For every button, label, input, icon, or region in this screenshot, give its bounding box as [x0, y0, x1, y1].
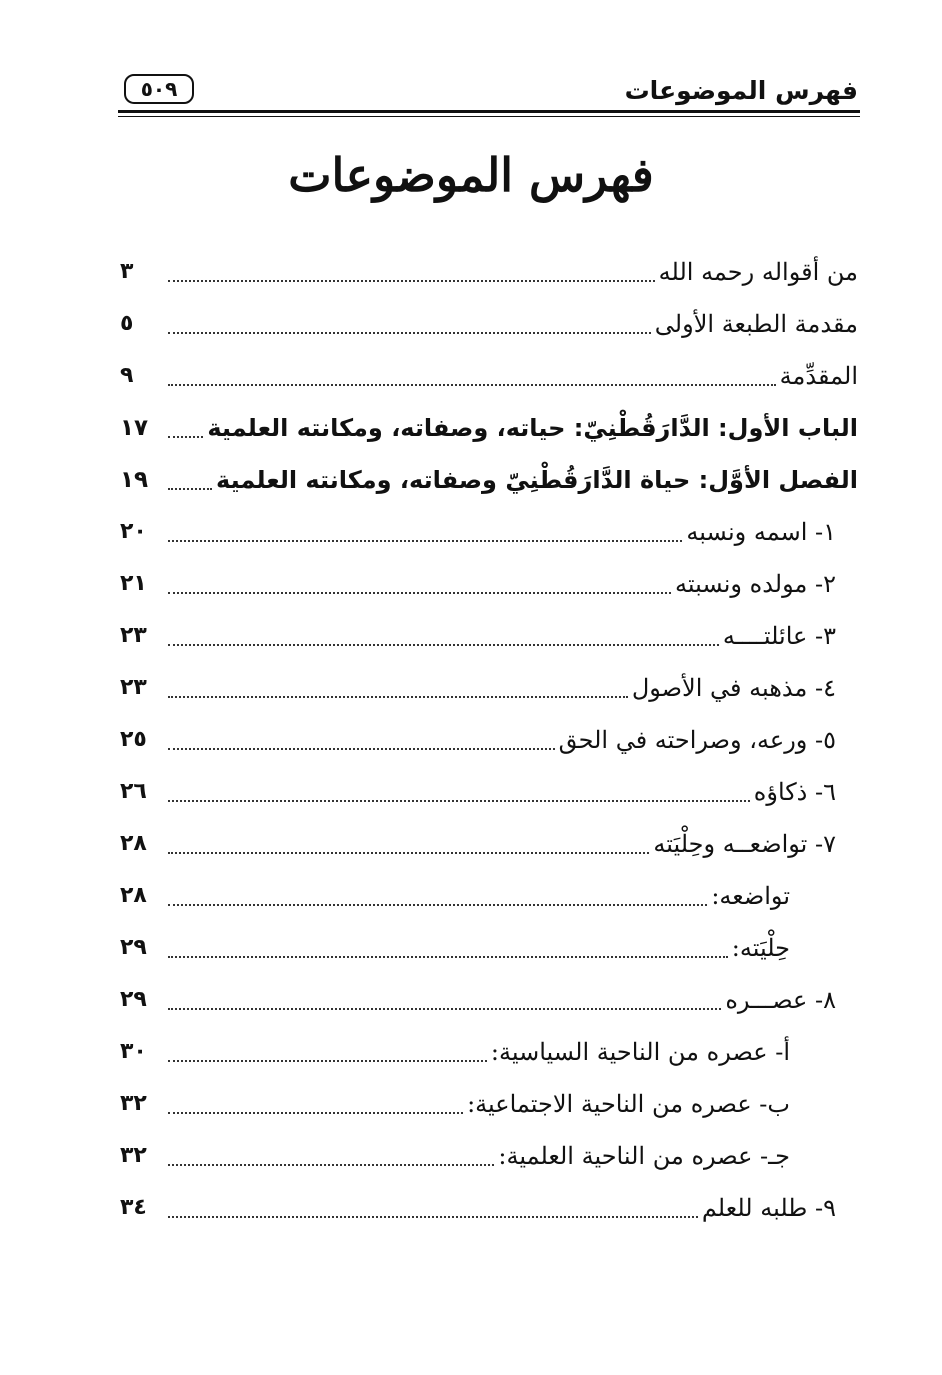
toc-entry-page: ٢٨: [120, 883, 147, 908]
toc-entry-page: ٣٢: [120, 1143, 147, 1168]
toc-entry-title: الباب الأول: الدَّارَقُطْنِيّ: حياته، وصفاته، ومكانته العلمية: [207, 414, 858, 442]
toc-entry-title: حِلْيَته:: [731, 934, 790, 962]
dot-leader: [168, 696, 628, 698]
toc-entry: [120, 968, 858, 1020]
dot-leader: [168, 1112, 463, 1114]
dot-leader: [168, 748, 555, 750]
toc-entry: [120, 708, 858, 760]
running-header-title: فهرس الموضوعات: [624, 76, 858, 105]
toc-entry: [120, 656, 858, 708]
dot-leader: [168, 1164, 494, 1166]
dot-leader: [168, 540, 682, 542]
running-header: [118, 72, 858, 112]
toc-entry-title: الفصل الأوَّل: حياة الدَّارَقُطْنِيّ وصفاته، ومكانته العلمية: [216, 466, 858, 494]
page-number: ٥٠٩: [124, 74, 194, 104]
toc-entry-page: ٣٠: [120, 1039, 147, 1064]
dot-leader: [168, 904, 707, 906]
dot-leader: [168, 488, 212, 490]
header-rule: [118, 110, 860, 113]
dot-leader: [168, 436, 203, 438]
toc-entry-page: ٢٩: [120, 935, 147, 960]
toc-entry-title: جـ- عصره من الناحية العلمية:: [498, 1142, 790, 1170]
toc-entry-page: ٢١: [120, 571, 147, 596]
toc-entry: [120, 552, 858, 604]
dot-leader: [168, 800, 750, 802]
toc-entry-title: ٨- عصـــره: [725, 986, 836, 1014]
toc-entry: [120, 500, 858, 552]
toc-entry-title: ٧- تواضعــه وحِلْيَته: [653, 830, 836, 858]
toc-entry-title: أ- عصره من الناحية السياسية:: [490, 1038, 790, 1066]
toc-entry-title: ٤- مذهبه في الأصول: [631, 674, 836, 702]
dot-leader: [168, 592, 671, 594]
toc-entry-page: ٢٠: [120, 519, 147, 544]
toc-entry-page: ٥: [120, 311, 134, 336]
dot-leader: [168, 852, 649, 854]
dot-leader: [168, 332, 651, 334]
toc-entry: [120, 292, 858, 344]
toc-entry: [120, 1124, 858, 1176]
toc-entry-part: [120, 396, 858, 448]
toc-entry-page: ٢٣: [120, 623, 147, 648]
dot-leader: [168, 1060, 487, 1062]
dot-leader: [168, 956, 728, 958]
toc-entry: [120, 916, 858, 968]
dot-leader: [168, 280, 655, 282]
page-title: فهرس الموضوعات: [288, 148, 654, 202]
toc-entry-title: ٩- طلبه للعلم: [701, 1194, 836, 1222]
dot-leader: [168, 384, 776, 386]
toc-entry-title: تواضعه:: [711, 882, 790, 910]
toc-entry-page: ٢٦: [120, 779, 147, 804]
toc-entry-page: ٣: [120, 259, 134, 284]
toc-entry: [120, 1072, 858, 1124]
toc-entry-chapter: [120, 448, 858, 500]
toc-entry: [120, 760, 858, 812]
table-of-contents: [120, 240, 858, 1228]
toc-entry-page: ٢٩: [120, 987, 147, 1012]
toc-entry-page: ٣٢: [120, 1091, 147, 1116]
toc-entry-title: المقدِّمة: [779, 362, 858, 390]
toc-entry-title: ب- عصره من الناحية الاجتماعية:: [467, 1090, 790, 1118]
toc-entry-page: ١٧: [120, 415, 149, 441]
toc-entry-title: من أقواله رحمه الله: [658, 258, 858, 286]
toc-entry-title: ٢- مولده ونسبته: [674, 570, 836, 598]
toc-entry-title: ٦- ذكاؤه: [753, 778, 836, 806]
toc-entry-title: ١- اسمه ونسبه: [686, 518, 836, 546]
toc-entry-page: ٣٤: [120, 1195, 147, 1220]
toc-entry-title: ٥- ورعه، وصراحته في الحق: [558, 726, 836, 754]
toc-entry-page: ٩: [120, 363, 134, 388]
toc-entry: [120, 1020, 858, 1072]
toc-entry-title: ٣- عائلتــــه: [722, 622, 836, 650]
dot-leader: [168, 644, 719, 646]
toc-entry-page: ٢٣: [120, 675, 147, 700]
toc-entry-page: ٢٥: [120, 727, 147, 752]
toc-entry: [120, 240, 858, 292]
toc-entry: [120, 344, 858, 396]
toc-entry: [120, 864, 858, 916]
dot-leader: [168, 1008, 721, 1010]
toc-entry: [120, 812, 858, 864]
toc-entry: [120, 604, 858, 656]
toc-entry-page: ١٩: [120, 467, 149, 493]
toc-entry-title: مقدمة الطبعة الأولى: [654, 310, 858, 338]
toc-entry: [120, 1176, 858, 1228]
header-rule-thin: [118, 116, 860, 117]
toc-entry-page: ٢٨: [120, 831, 147, 856]
dot-leader: [168, 1216, 698, 1218]
